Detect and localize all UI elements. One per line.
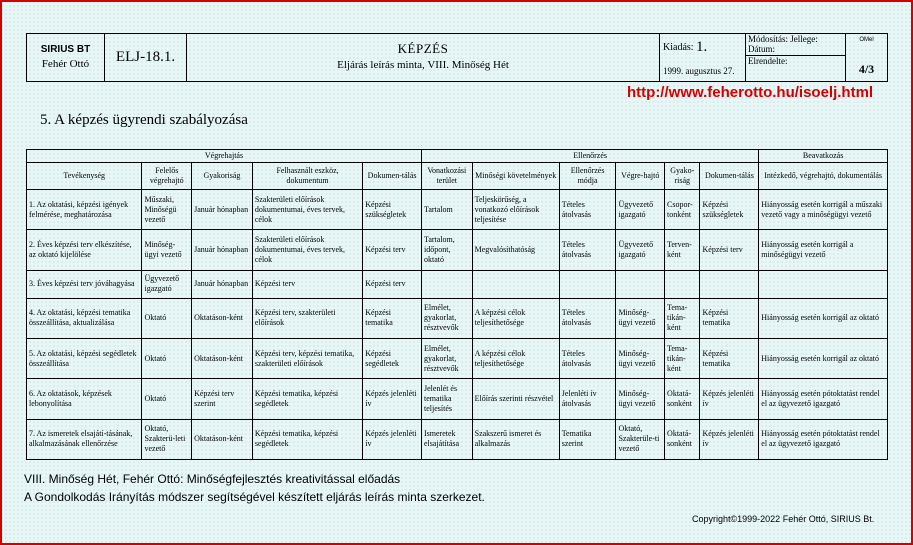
table-cell: Oktató, Szakterü-leti vezető [142,419,192,459]
table-cell: Képzési tematika, képzési segédletek [252,419,362,459]
table-cell: Hiányosság esetén korrigál az oktató [759,339,888,379]
table-row [27,230,888,270]
page-block [846,34,887,81]
table-cell [472,270,559,298]
source-link[interactable]: http://www.feherotto.hu/isoelj.html [627,84,874,101]
table-cell: Előírás szerinti részvétel [472,379,559,419]
table-cell: Ügyvezető igazgató [616,190,665,230]
group-header-control: Ellenőrzés [421,150,758,163]
table-cell [616,270,665,298]
column-header: Gyako-riság [665,163,700,190]
table-cell: Képzési szükségletek [363,190,422,230]
table-cell: Tartalom [421,190,472,230]
column-header: Intézkedő, végrehajtó, dokumentálás [759,163,888,190]
table-row [27,339,888,379]
footer-line-2: A Gondolkodás Irányítás módszer segítségével készített eljárás leírás minta szerkezet. [24,490,485,504]
document-header [26,33,888,82]
table-cell: Képzési terv szerint [192,379,253,419]
table-cell [665,270,700,298]
table-cell: Képzési szükségletek [700,190,759,230]
column-header: Vonatkozási terület [421,163,472,190]
table-cell: Ügyvezető igazgató [142,270,192,298]
copyright: Copyright©1999-2022 Fehér Ottó, SIRIUS Bt. [692,514,875,524]
table-cell: Képzési tematika [700,298,759,338]
ordered-label: Elrendelte: [748,56,788,66]
table-cell: 3. Éves képzési terv jóváhagyása [27,270,142,298]
procedure-table [26,149,888,460]
table-cell: Tételes átolvasás [559,298,616,338]
table-cell: Tételes átolvasás [559,339,616,379]
table-cell [421,270,472,298]
issue-label: Kiadás: [663,42,694,53]
table-cell: Hiányosság esetén pótoktatást rendel el az ügyvezető igazgató [759,379,888,419]
table-cell: Megvalósíthatóság [472,230,559,270]
table-cell: Minőség-ügyi vezető [616,298,665,338]
group-header-intervention: Beavatkozás [759,150,888,163]
table-cell: Terven-ként [665,230,700,270]
table-cell: Oktató [142,298,192,338]
page-number: 4/3 [858,62,875,76]
table-cell: Hiányosság esetén korrigál a műszaki vezető vagy a minőségügyi vezető [759,190,888,230]
table-cell: Január hónapban [192,230,253,270]
table-row [27,190,888,230]
column-header: Dokumen-tálás [363,163,422,190]
company-name: SIRIUS BT [40,44,91,55]
table-cell: Képzési tematika [700,339,759,379]
table-cell: Képzés jelenléti ív [363,419,422,459]
table-cell: Képzési terv, szakterületi előírások [252,298,362,338]
table-cell [700,270,759,298]
column-header: Dokumen-tálás [700,163,759,190]
document-code: ELJ-18.1. [105,34,187,81]
table-cell: Oktatá-sonként [665,419,700,459]
table-cell: Jelenlét és tematika teljesítés [421,379,472,419]
table-cell: 4. Az oktatási, képzési tematika összeállítása, aktualizálása [27,298,142,338]
group-header-execution: Végrehajtás [27,150,422,163]
table-cell: Képzési tematika, képzési segédletek [252,379,362,419]
table-cell: Képzés jelenléti ív [700,419,759,459]
table-cell: Oktatáson-ként [192,298,253,338]
table-cell: Január hónapban [192,190,253,230]
modification-block [746,34,846,81]
table-cell: Ügyvezető igazgató [616,230,665,270]
table-cell: Oktatáson-ként [192,339,253,379]
table-cell: Minőség-ügyi vezető [142,230,192,270]
table-cell: Január hónapban [192,270,253,298]
table-cell: Minőség-ügyi vezető [616,379,665,419]
table-cell: Képzés jelenléti ív [700,379,759,419]
column-header: Felelős végrehajtó [142,163,192,190]
table-cell: Szakterületi előírások dokumentumai, éves tervek, célok [252,190,362,230]
company-block [27,34,105,81]
table-cell: 6. Az oktatások, képzések lebonyolítása [27,379,142,419]
table-cell: Hiányosság esetén korrigál az oktató [759,298,888,338]
table-cell [559,270,616,298]
modification-label: Módosítás: Jellege: [748,34,818,44]
table-cell: Oktatá-sonként [665,379,700,419]
table-cell: A képzési célok teljesíthetősége [472,339,559,379]
date-label: Dátum: [748,44,775,54]
column-header: Gyakoriság [192,163,253,190]
table-cell: Műszaki, Minőségü vezető [142,190,192,230]
table-cell: Szakterületi előírások dokumentumai, éves tervek, célok [252,230,362,270]
table-cell: Oktató, Szakterüle-ti vezető [616,419,665,459]
column-header: Felhasznált eszköz, dokumentum [252,163,362,190]
footer-line-1: VIII. Minőség Hét, Fehér Ottó: Minőségfejlesztés kreativitással előadás [24,472,401,486]
table-cell: Tema-tikán-ként [665,339,700,379]
table-cell: 7. Az ismeretek elsajátí-tásának, alkalmazásának ellenőrzése [27,419,142,459]
column-header: Ellenőrzés módja [559,163,616,190]
table-row [27,298,888,338]
column-header: Végre-hajtó [616,163,665,190]
table-cell: Tema-tikán-ként [665,298,700,338]
table-row [27,379,888,419]
section-title: 5. A képzés ügyrendi szabályozása [40,112,248,128]
issue-block [660,34,746,81]
table-cell [759,270,888,298]
table-cell: Képzés jelenléti ív [363,379,422,419]
table-cell: A képzési célok teljesíthetősége [472,298,559,338]
table-cell: 5. Az oktatási, képzési segédletek összeállítása [27,339,142,379]
column-header: Minőségi követelmények [472,163,559,190]
table-cell: Képzési terv, képzési tematika, szakterületi előírások [252,339,362,379]
table-cell: Képzési terv [252,270,362,298]
table-cell: Elmélet, gyakorlat, résztvevők [421,298,472,338]
table-cell: Tematika szerint [559,419,616,459]
table-cell: Oktató [142,339,192,379]
table-cell: Jelenléti ív átolvasás [559,379,616,419]
table-cell: Tételes átolvasás [559,230,616,270]
table-cell: Képzési segédletek [363,339,422,379]
table-cell: Csopor-tonként [665,190,700,230]
table-cell: Ismeretek elsajátítása [421,419,472,459]
title-block [187,34,660,81]
document-subtitle: Eljárás leírás minta, VIII. Minőség Hét [337,59,509,71]
table-cell: Szakszerű ismeret és alkalmazás [472,419,559,459]
document-title: KÉPZÉS [397,41,449,56]
table-cell: 1. Az oktatási, képzési igények felmérése, meghatározása [27,190,142,230]
table-cell: Képzési tematika [363,298,422,338]
column-header: Tevékenység [27,163,142,190]
table-cell: Oktatáson-ként [192,419,253,459]
table-cell: Oktató [142,379,192,419]
table-cell: Minőség-ügyi vezető [616,339,665,379]
page-small-label: OMel [859,37,874,43]
table-row [27,270,888,298]
table-cell: Képzési terv [363,270,422,298]
table-cell: Képzési terv [363,230,422,270]
issue-date: 1999. augusztus 27. [663,66,735,76]
table-cell: Elmélet, gyakorlat, résztvevők [421,339,472,379]
table-cell: Képzési terv [700,230,759,270]
issue-number: 1. [696,39,708,55]
table-row [27,419,888,459]
table-cell: Tartalom, időpont, oktató [421,230,472,270]
table-cell: 2. Éves képzési terv elkészítése, az oktató kijelölése [27,230,142,270]
table-cell: Teljeskörűség, a vonatkozó előírások teljesítése [472,190,559,230]
person-name: Fehér Ottó [41,58,90,70]
table-cell: Hiányosság esetén korrigál a minőségügyi vezető [759,230,888,270]
table-cell: Tételes átolvasás [559,190,616,230]
table-cell: Hiányosság esetén pótoktatást rendel el az ügyvezető igazgató [759,419,888,459]
